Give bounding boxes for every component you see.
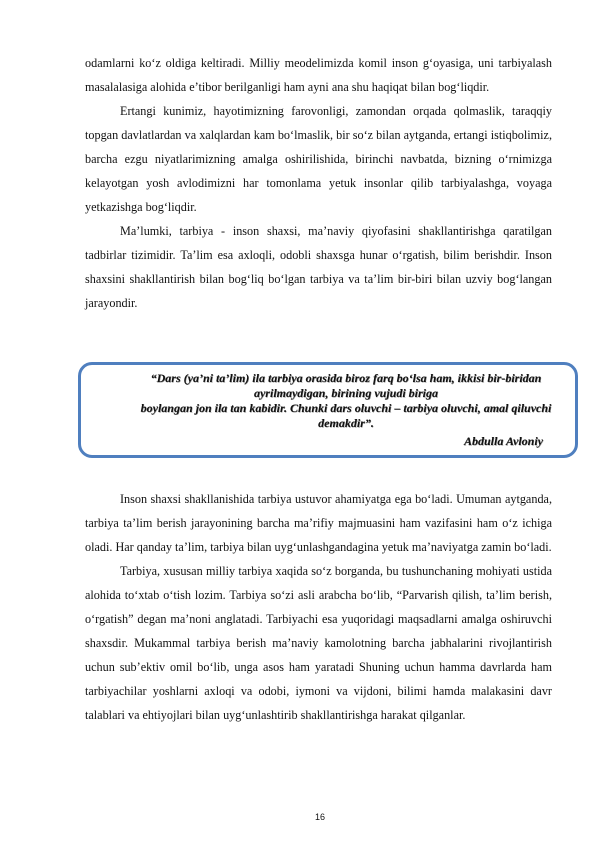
paragraph: odamlarni ko‘z oldiga keltiradi. Milliy meodelimizda komil inson g‘oyasiga, uni tarbiyalash masalalasiga alohida e’tibor berilganligi ham ayni ana shu haqiqat bilan bog‘liqdir. — [85, 56, 552, 94]
paragraph: Inson shaxsi shakllanishida tarbiya ustuvor ahamiyatga ega bo‘ladi. Umuman aytganda, tarbiya ta’lim berish jarayonining barcha ma’rifiy majmuasini ham vazifasini ham o‘z ichiga oladi. Har qanday ta’lim, tarbiya bilan uyg‘unlashgandagina yetuk ma’naviyatga zamin bo‘ladi. — [85, 492, 552, 554]
page-number: 16 — [314, 812, 325, 822]
quote-box — [78, 362, 578, 458]
bottom-text-block — [85, 487, 552, 727]
top-text-block — [85, 51, 552, 315]
paragraph: Tarbiya, xususan milliy tarbiya xaqida so‘z borganda, bu tushunchaning mohiyati ustida alohida to‘xtab o‘tish lozim. Tarbiya so‘zi asli arabcha bo‘lib, “Parvarish qilish, ta’lim berish, o‘rgatish” degan ma’noni anglatadi. Tarbiyachi esa yuqoridagi maqsadlarni amalga oshiruvchi shaxsdir. Mukammal tarbiya berish ma’naviy kamolotning barcha jabhalarini rivojlantirish uchun sub’ektiv omil bo‘lib, unga asos ham yaratadi Shuning uchun hamma davrlarda ham tarbiyachilar yoshlarni axloqi va odobi, iymoni va vijdoni, bilimi hamda malakasini davr talablari va ehtiyojlari bilan uyg‘unlashtirib shakllantirishga harakat qilganlar. — [85, 564, 552, 722]
quote-author: Abdulla Avloniy — [463, 434, 543, 448]
paragraph: Ma’lumki, tarbiya - inson shaxsi, ma’naviy qiyofasini shakllantirishga qaratilgan tadbirlar tizimidir. Ta’lim esa axloqli, odobli shaxsga hunar o‘rgatish, bilim berishdir. Inson shaxsini shakllantirish bilan bog‘liq bo‘lgan tarbiya va ta’lim bir-biri bilan uzviy bog‘langan jarayondir. — [85, 224, 552, 310]
quote-text — [121, 371, 571, 431]
paragraph: Ertangi kunimiz, hayotimizning farovonligi, zamondan orqada qolmaslik, taraqqiy topgan davlatlardan va xalqlardan kam bo‘lmaslik, bir so‘z bilan aytganda, ertangi istiqbolimiz, barcha ezgu niyatlarimizning amalga oshirilishida, birinchi navbatda, bizning o‘rnimizga kelayotgan yosh avlodimizni har tomonlama yetuk insonlar qilib tarbiyalashga, voyaga yetkazishga bog‘liqdir. — [85, 104, 552, 214]
quote-line-1: “Dars (ya’ni ta’lim) ila tarbiya orasida biroz farq bo‘lsa ham, ikkisi bir-biridan ayrilmaydigan, birining vujudi biriga — [150, 371, 542, 400]
quote-line-2: boylangan jon ila tan kabidir. Chunki dars oluvchi – tarbiya oluvchi, amal qiluvchi demakdir”. — [140, 401, 552, 430]
